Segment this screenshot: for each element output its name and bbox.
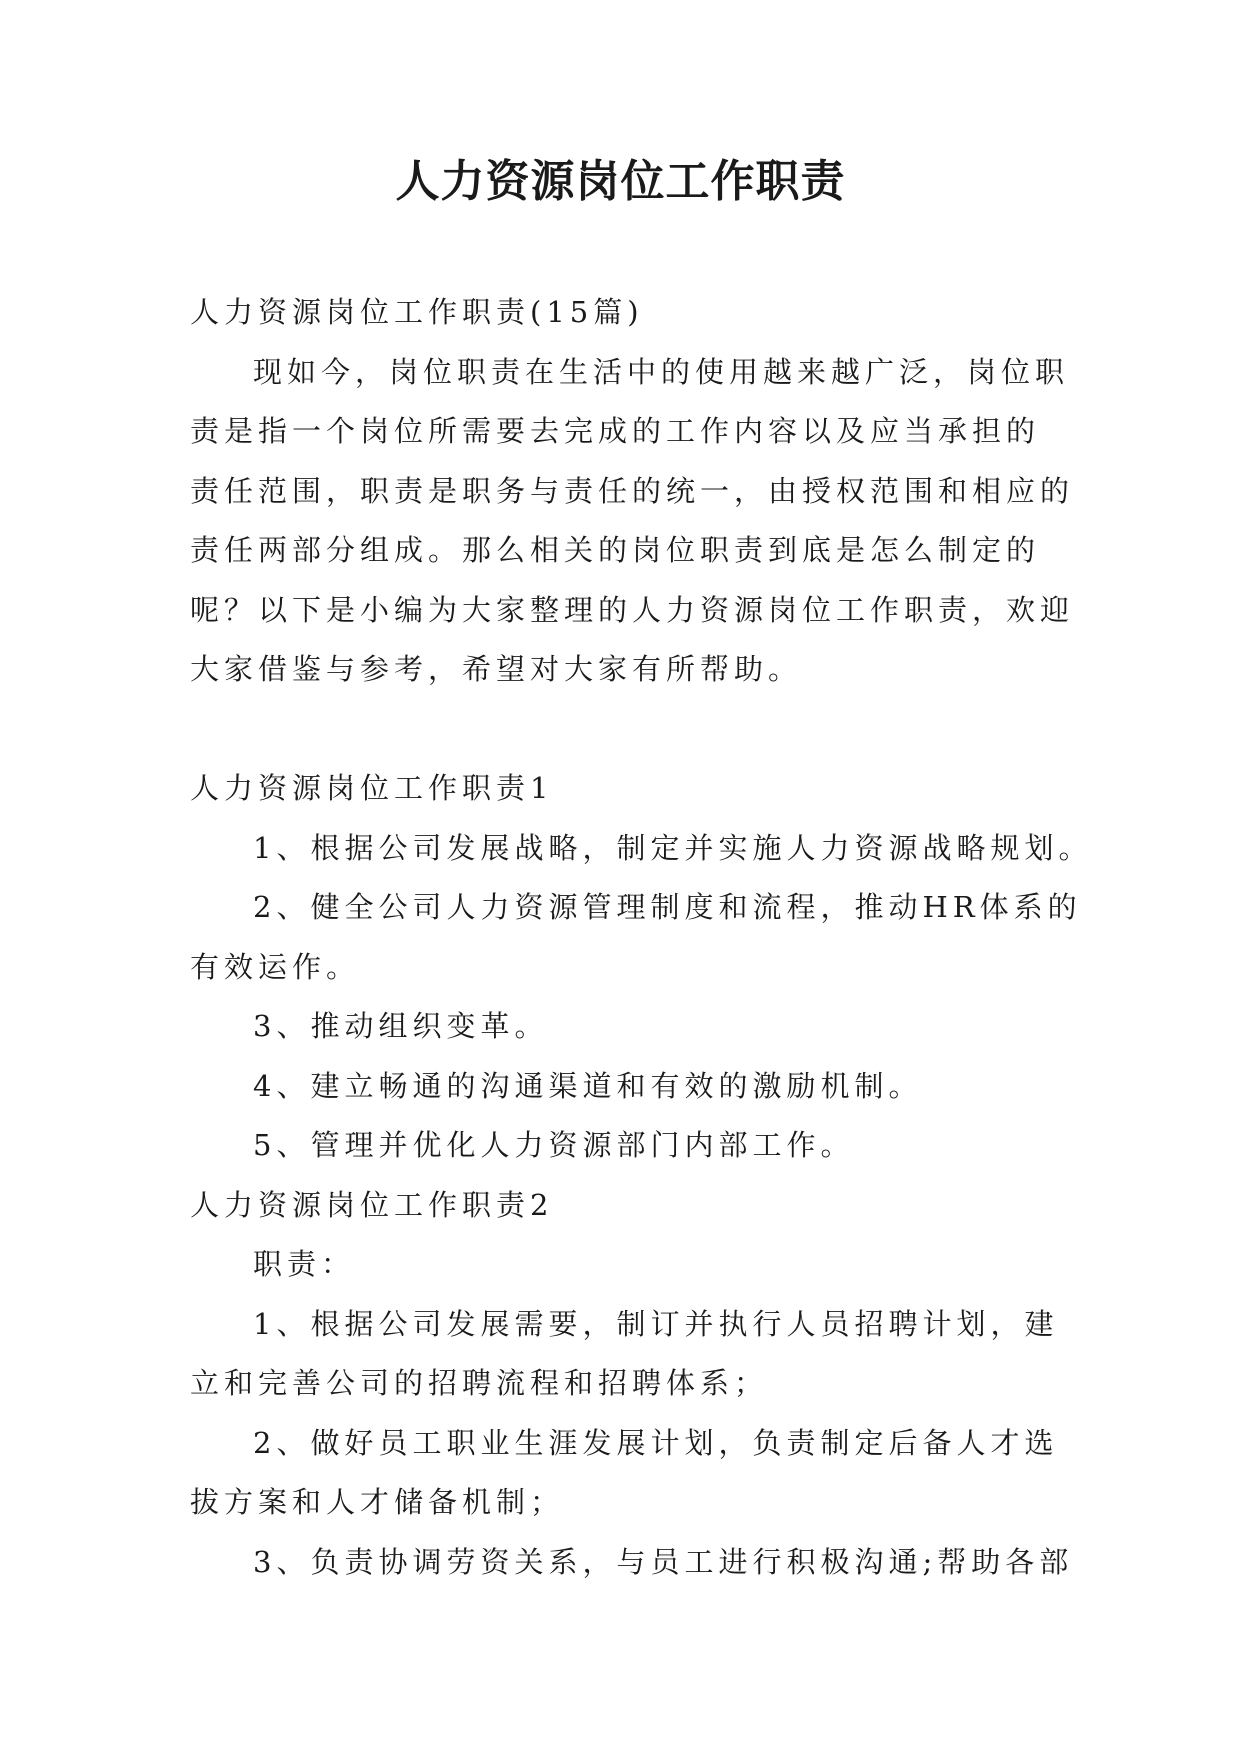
list-item: 3、负责协调劳资关系，与员工进行积极沟通;帮助各部 (253, 1544, 1074, 1579)
list-item: 1、根据公司发展战略，制定并实施人力资源战略规划。 (253, 830, 1093, 865)
paragraph-line: 现如今，岗位职责在生活中的使用越来越广泛，岗位职 (253, 354, 1070, 389)
subsection-label: 职责： (253, 1247, 356, 1281)
paragraph-line: 责任两部分组成。那么相关的岗位职责到底是怎么制定的 (190, 533, 1041, 567)
paragraph-line: 呢？以下是小编为大家整理的人力资源岗位工作职责，欢迎 (190, 592, 1075, 627)
paragraph-line: 责是指一个岗位所需要去完成的工作内容以及应当承担的 (190, 414, 1041, 448)
list-item: 1、根据公司发展需要，制订并执行人员招聘计划，建 (253, 1306, 1059, 1341)
subtitle-line: 人力资源岗位工作职责(15篇) (190, 295, 644, 329)
list-item-continuation: 立和完善公司的招聘流程和招聘体系； (190, 1366, 769, 1400)
list-item: 5、管理并优化人力资源部门内部工作。 (253, 1128, 855, 1162)
list-item: 3、推动组织变革。 (253, 1009, 549, 1043)
list-item-continuation: 拔方案和人才储备机制； (190, 1485, 565, 1519)
paragraph-line: 责任范围，职责是职务与责任的统一，由授权范围和相应的 (190, 473, 1075, 508)
list-item-continuation: 有效运作。 (190, 949, 361, 984)
section-heading: 人力资源岗位工作职责1 (190, 771, 554, 805)
document-title: 人力资源岗位工作职责 (395, 156, 846, 207)
list-item: 4、建立畅通的沟通渠道和有效的激励机制。 (253, 1068, 923, 1103)
blank-line (190, 700, 1060, 760)
list-item: 2、做好员工职业生涯发展计划，负责制定后备人才选 (253, 1425, 1059, 1460)
list-item: 2、健全公司人力资源管理制度和流程，推动HR体系的 (253, 890, 1082, 924)
section-heading: 人力资源岗位工作职责2 (190, 1187, 554, 1222)
document-body (190, 283, 1093, 1592)
paragraph-line: 大家借鉴与参考，希望对大家有所帮助。 (190, 652, 803, 686)
